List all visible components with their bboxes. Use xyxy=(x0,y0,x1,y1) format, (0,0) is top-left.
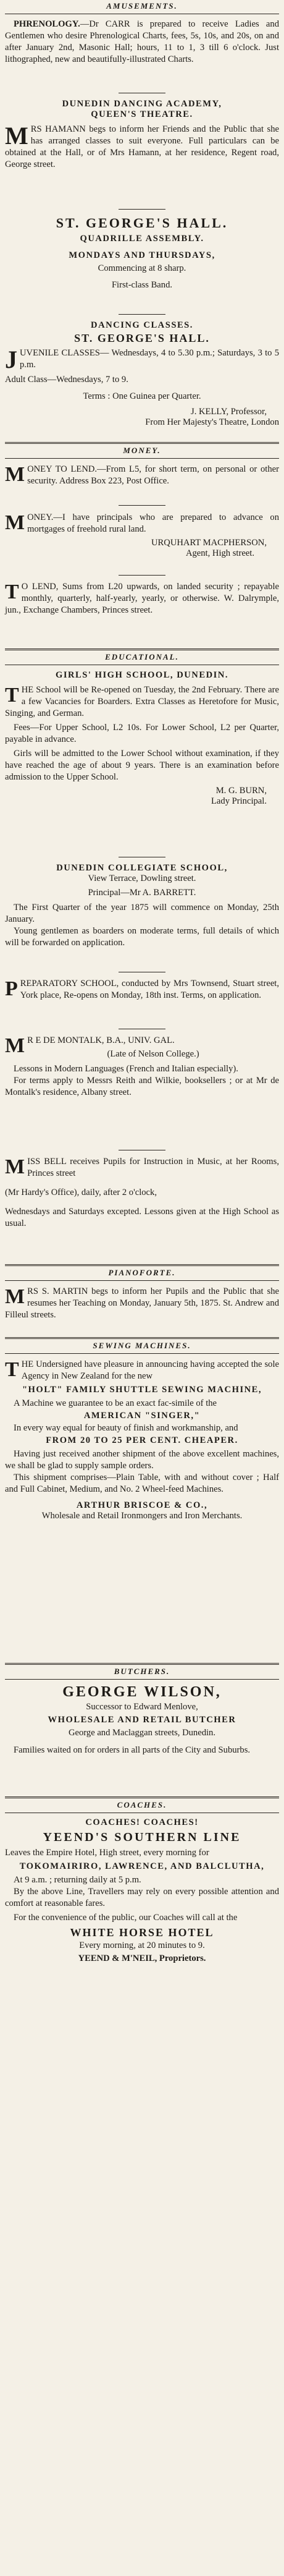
ad-lead: RS HAMANN xyxy=(30,124,86,134)
newspaper-column xyxy=(1,0,283,2576)
ad-body: HE Undersigned have pleasure in announcing having accepted the sole Agency in New Zealand for the new xyxy=(21,1359,279,1381)
divider xyxy=(5,1337,279,1339)
ad-dancing-academy xyxy=(5,99,279,171)
ad-address: George and Maclaggan streets, Dunedin. xyxy=(68,1728,216,1738)
ad-body-3: Wednesdays and Saturdays excepted. Lessons given at the High School as usual. xyxy=(5,1207,279,1228)
ad-de-montalk xyxy=(5,1035,279,1099)
divider xyxy=(5,1796,279,1798)
ad-signature-line2: Agent, High street. xyxy=(185,548,254,558)
divider xyxy=(5,1679,279,1680)
ad-leaves: Leaves the Empire Hotel, High street, every morning for xyxy=(5,1848,209,1858)
ad-time: Commencing at 8 sharp. xyxy=(98,263,186,273)
ad-st-georges-hall xyxy=(5,215,279,291)
ad-name: EORGE WILSON, xyxy=(75,1684,222,1700)
section-header-sewing-machines: SEWING MACHINES. xyxy=(93,1341,191,1350)
ad-body: receives Pupils for Instruction in Music, at her Rooms, Princes street xyxy=(27,1157,279,1178)
divider xyxy=(5,1663,279,1665)
section-header-amusements: AMUSEMENTS. xyxy=(106,1,178,11)
ad-money-to-lend xyxy=(5,464,279,487)
ad-body: conducted by Mrs Townsend, Stuart street, York place, Re-opens on Monday, 18th inst. Terms, on application. xyxy=(20,979,279,1000)
ad-body: begs to inform her Pupils and the Public that she resumes her Teaching on Monday, January 5th, 1875. St. Andrew and Filleul streets. xyxy=(5,1286,279,1320)
drop-initial: M xyxy=(5,1034,25,1057)
ad-successor: Successor to Edward Menlove, xyxy=(86,1702,198,1712)
ad-title: COACHES! COACHES! xyxy=(85,1817,199,1827)
divider xyxy=(5,458,279,459)
ad-phrenology xyxy=(5,19,279,66)
ad-signature: J. KELLY, Professor, xyxy=(191,407,267,417)
ad-body: —From L5, for short term, on personal or other security. Address Box 223, Post Office. xyxy=(27,464,279,486)
ad-money-principals xyxy=(5,512,279,559)
divider xyxy=(5,1353,279,1354)
drop-initial: G xyxy=(62,1684,76,1700)
ad-title: DANCING CLASSES. xyxy=(91,320,193,330)
ad-title: ST. GEORGE'S HALL. xyxy=(56,215,228,231)
ad-body-2: (Mr Hardy's Office), daily, after 2 o'clock, xyxy=(5,1188,157,1197)
ad-lead: REPARATORY SCHOOL, xyxy=(20,979,119,988)
ad-note: Families waited on for orders in all parts of the City and Suburbs. xyxy=(14,1745,251,1755)
ad-to-lend xyxy=(5,581,279,616)
drop-initial: M xyxy=(5,511,25,534)
ad-body-2: A Machine we guarantee to be an exact fac-simile of the xyxy=(14,1398,217,1408)
ad-body-3: For the convenience of the public, our Coaches will call at the xyxy=(14,1913,238,1923)
ad-trade: WHOLESALE AND RETAIL BUTCHER xyxy=(48,1715,236,1725)
short-rule xyxy=(119,209,165,210)
ad-address: View Terrace, Dowling street. xyxy=(88,874,196,883)
ad-lead: UVENILE CLASSES xyxy=(20,348,100,358)
drop-initial: T xyxy=(5,580,19,603)
section-header-educational: EDUCATIONAL. xyxy=(105,652,179,661)
ad-title: DUNEDIN COLLEGIATE SCHOOL, xyxy=(56,863,228,873)
short-rule xyxy=(119,575,165,576)
short-rule xyxy=(119,505,165,506)
ad-price: FROM 20 TO 25 PER CENT. CHEAPER. xyxy=(46,1435,238,1445)
ad-body: —I have principals who are prepared to advance on mortgages of freehold rural land. xyxy=(27,512,279,534)
ad-terms: Terms : One Guinea per Quarter. xyxy=(83,391,201,401)
ad-subtitle: QUADRILLE ASSEMBLY. xyxy=(80,234,204,244)
section-header-coaches: COACHES. xyxy=(117,1800,167,1809)
divider xyxy=(5,1264,279,1266)
ad-body: Sums from L20 upwards, on landed security ; repayable monthly, quarterly, half-yearly, yearly, or otherwise. W. Dalrymple, jun., Exchange Chambers, Princes street. xyxy=(5,582,279,615)
ad-title: DUNEDIN DANCING ACADEMY, xyxy=(62,99,222,109)
ad-signature: ARTHUR BRISCOE & CO., xyxy=(76,1500,208,1510)
ad-signature: URQUHART MACPHERSON, xyxy=(151,538,267,548)
ad-principal: Principal—Mr A. BARRETT. xyxy=(88,888,196,898)
ad-body-3: In every way equal for beauty of finish and workmanship, and xyxy=(14,1423,238,1433)
section-header-pianoforte: PIANOFORTE. xyxy=(108,1268,176,1277)
ad-signature: M. G. BURN, xyxy=(215,786,267,796)
section-header-butchers: BUTCHERS. xyxy=(114,1667,170,1676)
ad-body-5: This shipment comprises—Plain Table, with and without cover ; Half and Full Cabinet, Medium, and No. 2 Wheel-feed Machines. xyxy=(5,1473,279,1494)
drop-initial: T xyxy=(5,1358,19,1381)
divider xyxy=(5,1280,279,1281)
ad-days: MONDAYS AND THURSDAYS, xyxy=(69,250,215,260)
ad-lead: ISS BELL xyxy=(27,1157,67,1167)
ad-signature: YEEND & M'NEIL, Proprietors. xyxy=(78,1953,206,1963)
ad-lead: PHRENOLOGY. xyxy=(14,19,80,29)
ad-lead: O LEND, xyxy=(21,582,59,592)
ad-hotel: WHITE HORSE HOTEL xyxy=(70,1926,214,1939)
section-header-money: MONEY. xyxy=(123,446,161,455)
ad-line-name: EEND'S SOUTHERN LINE xyxy=(54,1830,241,1844)
drop-initial: M xyxy=(5,463,25,486)
ad-body: At 9 a.m. ; returning daily at 5 p.m. xyxy=(14,1875,141,1885)
ad-body-2: By the above Line, Travellers may rely on every possible attention and comfort at reasonable fares. xyxy=(5,1887,279,1908)
ad-signature-line2: From Her Majesty's Theatre, London xyxy=(145,417,279,427)
ad-yeend-coaches xyxy=(5,1817,279,1964)
ad-girls-high-school xyxy=(5,670,279,807)
drop-initial: T xyxy=(5,684,19,707)
ad-body: HE School will be Re-opened on Tuesday, the 2nd February. There are a few Vacancies for Boarders. Extra Classes as Heretofore for Music, Singing, and German. xyxy=(5,685,279,718)
ad-collegiate-school xyxy=(5,863,279,949)
ad-body: — Wednesdays, 4 to 5.30 p.m.; Saturdays, 3 to 5 p.m. xyxy=(20,348,279,370)
ad-singer: AMERICAN "SINGER," xyxy=(83,1411,201,1421)
ad-signature-line2: Wholesale and Retail Ironmongers and Iron Merchants. xyxy=(41,1511,243,1521)
ad-body-2: Young gentlemen as boarders on moderate terms, full details of which will be forwarded on application. xyxy=(5,926,279,948)
ad-subtitle: QUEEN'S THEATRE. xyxy=(91,109,193,119)
ad-dancing-classes xyxy=(5,320,279,428)
divider xyxy=(5,648,279,650)
drop-initial: M xyxy=(5,1285,25,1308)
ad-body-4: Having just received another shipment of the above excellent machines, we shall be glad to supply sample orders. xyxy=(5,1449,279,1471)
ad-lead: ONEY TO LEND. xyxy=(27,464,98,474)
ad-signature-line2: Lady Principal. xyxy=(211,796,267,806)
drop-initial: M xyxy=(5,122,28,150)
ad-miss-bell xyxy=(5,1156,279,1230)
ad-lead: R E DE MONTALK, B.A., UNIV. GAL. xyxy=(27,1035,175,1045)
drop-initial: P xyxy=(5,977,18,1000)
ad-title: GIRLS' HIGH SCHOOL, DUNEDIN. xyxy=(55,670,228,680)
ad-lead: RS S. MARTIN xyxy=(27,1286,88,1296)
ad-body: begs to inform her Friends and the Public that she has arranged classes to suit everyone. Full particulars can be obtained at the Hall, or of Mrs Hamann, at her residence, Regent road, George street. xyxy=(5,124,279,169)
ad-admission: Girls will be admitted to the Lower School without examination, if they have reached the age of about 9 years. There is an examination before admission to the Upper School. xyxy=(5,749,279,782)
ad-preparatory-school xyxy=(5,978,279,1001)
ad-sewing-machines xyxy=(5,1359,279,1521)
ad-adult: Adult Class—Wednesdays, 7 to 9. xyxy=(5,375,128,385)
drop-initial: M xyxy=(5,1155,25,1178)
ad-fees: Fees—For Upper School, L2 10s. For Lower School, L2 per Quarter, payable in advance. xyxy=(5,723,279,744)
ad-body: —Dr CARR is prepared to receive Ladies and Gentlemen who desire Phrenological Charts, fees, 5s, 10s, and 20s, on and after January 2nd, Masonic Hall; hours, 11 to 1, 3 till 6 o'clock. Just lithographed, new and beautifully-illustrated Charts. xyxy=(5,19,279,64)
ad-body: The First Quarter of the year 1875 will commence on Monday, 25th January. xyxy=(5,903,279,924)
ad-note: (Late of Nelson College.) xyxy=(107,1049,199,1059)
drop-initial: Y xyxy=(43,1830,54,1844)
ad-hall: ST. GEORGE'S HALL. xyxy=(74,332,210,344)
ad-destinations: TOKOMAIRIRO, LAWRENCE, AND BALCLUTHA, xyxy=(19,1861,265,1871)
ad-mrs-martin xyxy=(5,1286,279,1321)
ad-body-2: For terms apply to Messrs Reith and Wilkie, booksellers ; or at Mr de Montalk's residence, Albany street. xyxy=(5,1076,279,1097)
ad-lead: ONEY. xyxy=(27,512,54,522)
divider xyxy=(5,442,279,444)
ad-george-wilson xyxy=(5,1684,279,1756)
drop-initial: J xyxy=(5,346,17,373)
ad-schedule: Every morning, at 20 minutes to 9. xyxy=(79,1941,205,1950)
ad-band: First-class Band. xyxy=(111,280,173,290)
short-rule xyxy=(119,314,165,315)
ad-machine-name: "HOLT" FAMILY SHUTTLE SEWING MACHINE, xyxy=(22,1385,262,1395)
ad-body: Lessons in Modern Languages (French and Italian especially). xyxy=(14,1064,238,1074)
